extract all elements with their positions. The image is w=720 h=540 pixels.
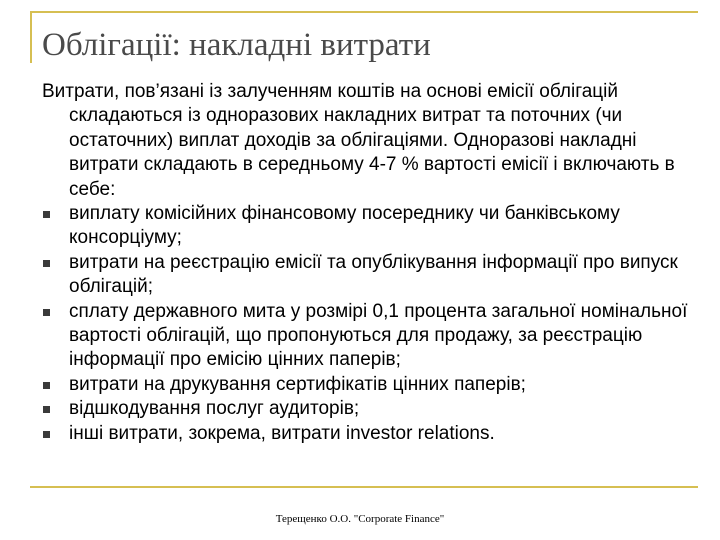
intro-paragraph: Витрати, пов’язані із залученням коштів на основі емісії облігацій складаються із одноразових накладних витрат та поточних (чи остаточних) виплат доходів за облігаціями. Одноразові накладні витрати складають в середньому 4-7 % вартості емісії і включають в себе:	[42, 81, 675, 200]
title-left-rule	[30, 11, 32, 63]
bullet-item	[42, 300, 698, 373]
square-bullet-icon	[43, 309, 50, 316]
square-bullet-icon	[43, 406, 50, 413]
square-bullet-icon	[43, 431, 50, 438]
slide-title: Облігації: накладні витрати	[42, 27, 431, 63]
bullet-item	[42, 202, 698, 251]
square-bullet-icon	[43, 211, 50, 218]
bullet-text: сплату державного мита у розмірі 0,1 процента загальної номінальної вартості облігацій, що пропонуються для продажу, за реєстрацію інформації про емісію цінних паперів;	[69, 300, 688, 371]
bullet-text: відшкодування послуг аудиторів;	[69, 398, 360, 420]
bullet-item	[42, 397, 698, 421]
bullet-item	[42, 251, 698, 300]
bullet-text: виплату комісійних фінансовому посереднику чи банківському консорціуму;	[69, 203, 620, 249]
slide-body	[42, 80, 698, 446]
bullet-item	[42, 422, 698, 446]
bullet-text: витрати на друкування сертифікатів цінних паперів;	[69, 373, 526, 395]
bullet-item	[42, 373, 698, 397]
bullet-list	[42, 202, 698, 446]
bullet-text: інші витрати, зокрема, витрати investor relations.	[69, 422, 495, 444]
bullet-text: витрати на реєстрацію емісії та опублікування інформації про випуск облігацій;	[69, 251, 678, 298]
footer-credit: Терещенко О.О. "Corporate Finance"	[275, 513, 445, 525]
square-bullet-icon	[43, 260, 50, 267]
footer-rule	[30, 486, 698, 488]
square-bullet-icon	[43, 382, 50, 389]
title-top-rule	[30, 11, 698, 13]
